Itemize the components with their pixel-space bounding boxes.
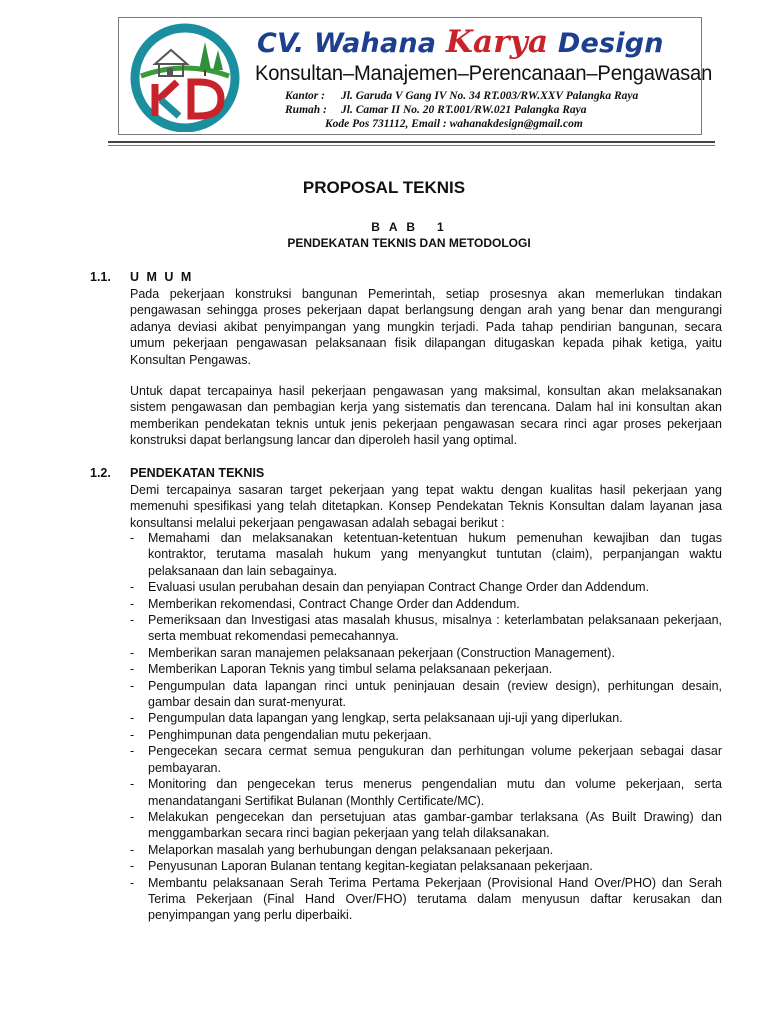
list-item: - Pemeriksaan dan Investigasi atas masalah khusus, misalnya : keterlambatan pelaksanaan pekerjaan, serta membuat rekomendasi pemecahannya. [130, 613, 722, 644]
company-logo-icon [121, 20, 249, 132]
list-item: - Pengumpulan data lapangan rinci untuk peninjauan desain (review design), perhitungan desain, gambar desain dan surat-menyurat. [130, 678, 722, 710]
section-number: 1.1. [90, 270, 111, 284]
list-item: - Evaluasi usulan perubahan desain dan penyiapan Contract Change Order dan Addendum. [130, 580, 650, 595]
chapter-title: PENDEKATAN TEKNIS DAN METODOLOGI [287, 236, 531, 250]
home-address-line: Rumah : Jl. Camar II No. 20 RT.001/RW.021 Palangka Raya [285, 104, 587, 116]
list-item: - Melakukan pengecekan dan persetujuan atas gambar-gambar terlaksana (As Built Drawing) dan menggambarkan secara rinci bagian pekerjaan yang telah dilaksanakan. [130, 809, 722, 841]
list-item: - Melaporkan masalah yang berhubungan dengan pelaksanaan pekerjaan. [130, 842, 554, 857]
section-paragraph: Untuk dapat tercapainya hasil pekerjaan pengawasan yang maksimal, konsultan akan melaksanakan sistem pengawasan dan pembagian kerja yang sistematis dan terencana. Dalam hal ini konsultan akan memberikan pendekatan teknis untuk jenis pekerjaan pengawasan secara rinci agar proses pekerjaan konstruksi dapat berlangsung lancar dan diperoleh hasil yang optimal. [130, 384, 722, 448]
section-paragraph: Pada pekerjaan konstruksi bangunan Pemerintah, setiap prosesnya akan memerlukan tindakan pengawasan sehingga proses pekerjaan dapat berlangsung dengan arah yang benar dan mengurangi adanya deviasi akibat penyimpangan yang mungkin terjadi. Pada tahap pendirian bangunan, secara umum pekerjaan pengawasan pelaksanaan fisik dilapangan ditugaskan kepada pihak ketiga, yaitu Konsultan Pengawas. [130, 287, 722, 367]
list-item: - Penghimpunan data pengendalian mutu pekerjaan. [130, 727, 432, 742]
list-item: - Pengecekan secara cermat semua pengukuran dan perhitungan volume pekerjaan sebagai dasar pembayaran. [130, 744, 722, 775]
list-item: - Membantu pelaksanaan Serah Terima Pertama Pekerjaan (Provisional Hand Over/PHO) dan Serah Terima Pekerjaan (Final Hand Over/FHO) terutama dalam menyusun daftar kerusakan dan penyimpangan yang perlu diperbaiki. [130, 875, 722, 923]
list-item: - Memahami dan melaksanakan ketentuan-ketentuan hukum pemenuhan kewajiban dan tugas kontraktor, terutama masalah hukum yang menyangkut tuntutan (claim), perpanjangan waktu pelaksanaan dan lain sebagainya. [130, 531, 722, 578]
list-item: - Penyusunan Laporan Bulanan tentang kegitan-kegiatan pelaksanaan pekerjaan. [130, 859, 593, 874]
company-name: CV. Wahana Karya Design [257, 24, 664, 60]
list-item: - Pengumpulan data lapangan yang lengkap, serta pelaksanaan uji-uji yang diperlukan. [130, 711, 623, 726]
approach-list [130, 530, 722, 924]
postal-email-line: Kode Pos 731112, Email : wahanakdesign@gmail.com [325, 118, 583, 130]
letterhead-divider-thick [108, 141, 715, 143]
list-item: - Memberikan Laporan Teknis yang timbul selama pelaksanaan pekerjaan. [130, 662, 553, 677]
list-item: - Memberikan rekomendasi, Contract Change Order dan Addendum. [130, 596, 520, 611]
section-title: U M U M [130, 270, 194, 284]
company-tagline: Konsultan–Manajemen–Perencanaan–Pengawasan [255, 62, 713, 85]
document-title: PROPOSAL TEKNIS [302, 178, 466, 197]
section-intro: Demi tercapainya sasaran target pekerjaan yang tepat waktu dengan kualitas hasil pekerjaan yang memenuhi spesifikasi yang telah ditetapkan. Konsep Pendekatan Teknis Konsultan dalam layanan jasa konsultansi melalui pekerjaan pengawasan adalah sebagai berikut : [130, 483, 722, 530]
letterhead-divider-thin [108, 145, 715, 146]
letterhead [118, 17, 713, 135]
list-item: - Monitoring dan pengecekan terus menerus pengendalian mutu dan volume pekerjaan, serta menandatangani Sertifikat Bulanan (Monthly Certificate/MC). [130, 777, 722, 808]
section-title: PENDEKATAN TEKNIS [130, 466, 265, 480]
list-item: - Memberikan saran manajemen pelaksanaan pekerjaan (Construction Management). [130, 645, 615, 660]
section-number: 1.2. [90, 466, 111, 480]
office-address-line: Kantor : Jl. Garuda V Gang IV No. 34 RT.003/RW.XXV Palangka Raya [285, 90, 639, 102]
chapter-heading: B A B 1 [371, 220, 447, 234]
